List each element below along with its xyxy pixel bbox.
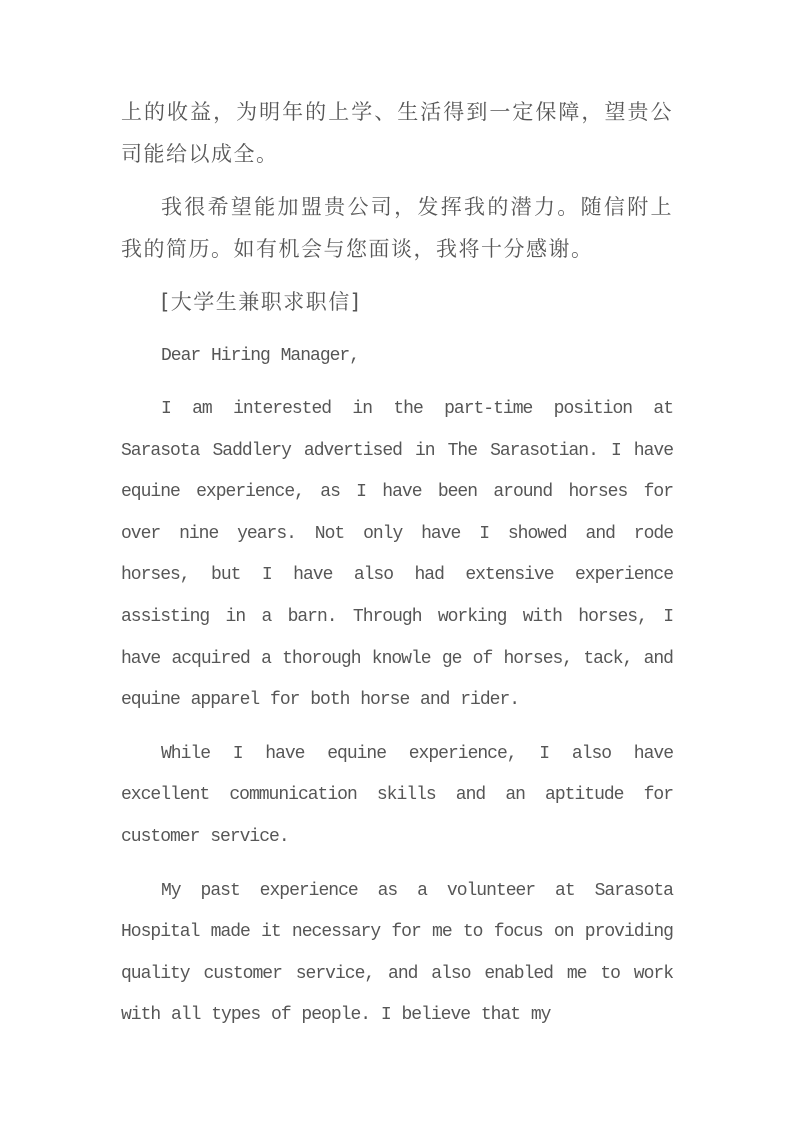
paragraph-en-volunteer: My past experience as a volunteer at Sarasota Hospital made it necessary for me to focus on providing quality customer service, and also enabled me to work with all types of people. I believe that my — [121, 880, 673, 1026]
paragraph-en-skills: While I have equine experience, I also have excellent communication skills and an aptitude for customer service. — [121, 743, 673, 848]
section-heading: [大学生兼职求职信] — [161, 290, 361, 314]
paragraph-zh-continuation: 上的收益，为明年的上学、生活得到一定保障，望贵公司能给以成全。 — [121, 100, 673, 166]
paragraph-zh-closing: 我很希望能加盟贵公司，发挥我的潜力。随信附上我的简历。如有机会与您面谈，我将十分感谢。 — [121, 195, 673, 261]
paragraph-en-experience: I am interested in the part-time position at Sarasota Saddlery advertised in The Sarasotian. I have equine experience, as I have been around horses for over nine years. Not only have I showed and rode horses, but I have also had extensive experience assisting in a barn. Through working with horses, I have acquired a thorough knowle ge of horses, tack, and equine apparel for both horse and rider. — [121, 399, 673, 711]
salutation: Dear Hiring Manager, — [161, 345, 360, 366]
